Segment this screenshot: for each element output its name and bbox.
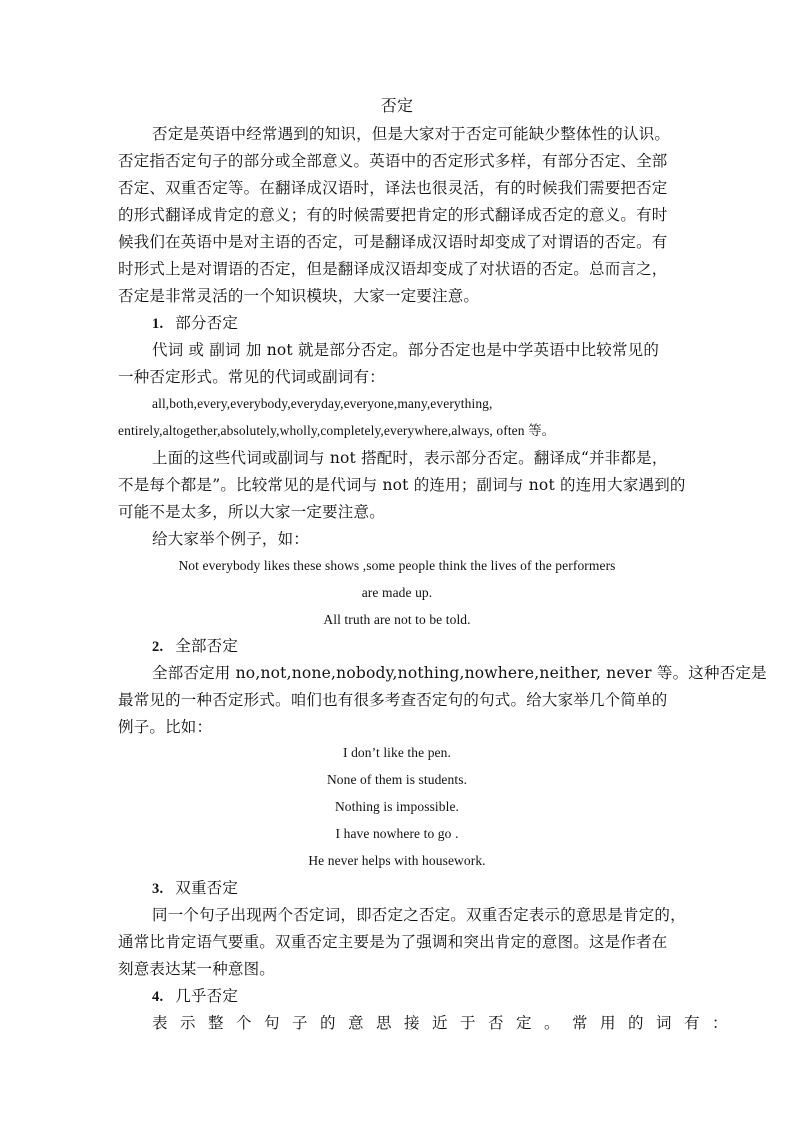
example-sentence: I have nowhere to go . [335, 826, 459, 841]
paragraph-line: 表示整个句子的意思接近于否定。常用的词有： [152, 1014, 741, 1032]
paragraph-line: 刻意表达某一种意图。 [118, 960, 276, 978]
intro-line: 否定是英语中经常遇到的知识，但是大家对于否定可能缺少整体性的认识。 [152, 125, 671, 143]
document-title: 否定 [380, 96, 414, 115]
section-number: 2. [152, 639, 164, 655]
paragraph-line: 上面的这些代词或副词与 not 搭配时，表示部分否定。翻译成“并非都是， [152, 449, 668, 467]
intro-line: 否定、双重否定等。在翻译成汉语时，译法也很灵活，有的时候我们需要把否定 [118, 179, 668, 197]
paragraph-line: 可能不是太多，所以大家一定要注意。 [118, 503, 385, 521]
paragraph-line: 给大家举个例子，如： [152, 530, 310, 548]
paragraph-line: 不是每个都是”。比较常见的是代词与 not 的连用；副词与 not 的连用大家遇到的 [118, 476, 686, 494]
example-sentence: are made up. [361, 585, 433, 600]
section-title: 部分否定 [175, 314, 239, 332]
intro-line: 否定是非常灵活的一个知识模块，大家一定要注意。 [118, 287, 480, 305]
example-sentence: None of them is students. [326, 772, 468, 787]
paragraph-line: 最常见的一种否定形式。咱们也有很多考查否定句的句式。给大家举几个简单的 [118, 691, 668, 709]
section-title: 几乎否定 [175, 987, 239, 1005]
section-number: 4. [152, 989, 164, 1005]
paragraph-line: 一种否定形式。常见的代词或副词有： [118, 368, 385, 386]
paragraph-line: 例子。比如： [118, 718, 213, 736]
section-title: 双重否定 [175, 879, 239, 897]
paragraph-line: 代词 或 副词 加 not 就是部分否定。部分否定也是中学英语中比较常见的 [152, 341, 660, 359]
section-number: 1. [152, 316, 164, 332]
intro-line: 候我们在英语中是对主语的否定，可是翻译成汉语时却变成了对谓语的否定。有 [118, 233, 668, 251]
section-heading [152, 636, 238, 657]
section-heading [152, 878, 238, 899]
example-sentence: He never helps with housework. [308, 853, 486, 868]
paragraph-line: 通常比肯定语气要重。双重否定主要是为了强调和突出肯定的意图。这是作者在 [118, 933, 668, 951]
example-sentence: Not everybody likes these shows ,some people think the lives of the performers [178, 558, 616, 573]
section-number: 3. [152, 881, 164, 897]
example-sentence: All truth are not to be told. [323, 612, 471, 627]
intro-line: 否定指否定句子的部分或全部意义。英语中的否定形式多样，有部分否定、全部 [118, 152, 668, 170]
section-title: 全部否定 [175, 637, 239, 655]
word-list-line: entirely,altogether,absolutely,wholly,completely,everywhere,always, often 等。 [118, 423, 556, 438]
example-sentence: I don’t like the pen. [343, 745, 451, 760]
section-heading [152, 313, 238, 334]
paragraph-line: 同一个句子出现两个否定词，即否定之否定。双重否定表示的意思是肯定的， [152, 906, 686, 924]
word-list-line: all,both,every,everybody,everyday,everyone,many,everything, [152, 396, 493, 411]
section-heading [152, 986, 238, 1007]
intro-line: 时形式上是对谓语的否定，但是翻译成汉语却变成了对状语的否定。总而言之， [118, 260, 668, 278]
intro-line: 的形式翻译成肯定的意义；有的时候需要把肯定的形式翻译成否定的意义。有时 [118, 206, 668, 224]
example-sentence: Nothing is impossible. [334, 799, 460, 814]
paragraph-line: 全部否定用 no,not,none,nobody,nothing,nowhere,neither, never 等。这种否定是 [152, 664, 767, 682]
